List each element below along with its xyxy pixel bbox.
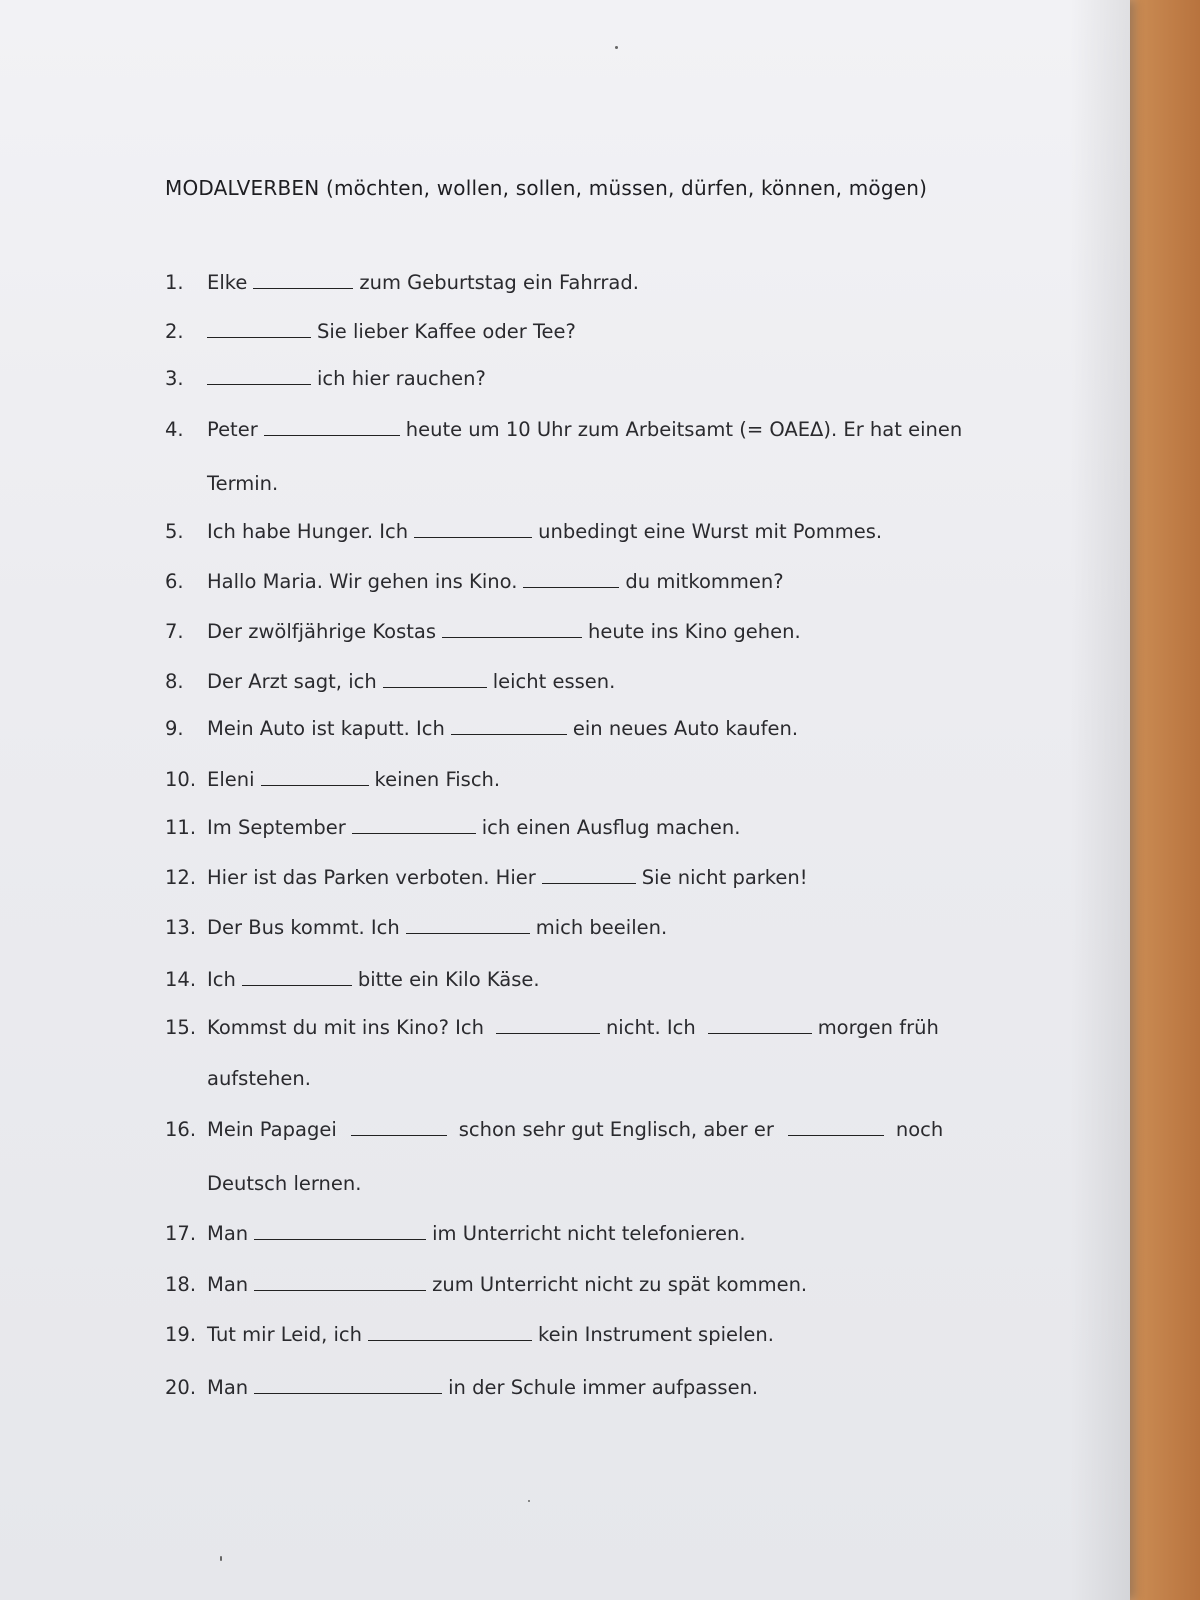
exercise-text-before: Ich <box>207 968 236 991</box>
exercise-text-before: Eleni <box>207 768 255 791</box>
exercise-text-after: keinen Fisch. <box>374 768 501 791</box>
exercise-text-before: Ich habe Hunger. Ich <box>207 520 409 543</box>
exercise-text-before: Elke <box>207 271 248 294</box>
exercise-continuation: Termin. <box>207 472 279 495</box>
exercise-text-after: Sie nicht parken! <box>641 866 808 889</box>
exercise-text-after: heute um 10 Uhr zum Arbeitsamt (= OAEΔ). Er hat einen <box>405 418 963 441</box>
exercise-text-before: Man <box>207 1222 249 1245</box>
exercise-number: 20. <box>165 1376 197 1399</box>
exercise-text-middle: nicht. Ich <box>605 1016 696 1039</box>
exercise-text-after: mich beeilen. <box>535 916 668 939</box>
exercise-number: 19. <box>165 1323 197 1346</box>
exercise-number: 8. <box>165 670 184 693</box>
answer-blank[interactable] <box>351 1121 447 1136</box>
exercise-item <box>165 1224 746 1244</box>
exercise-text-after: in der Schule immer aufpassen. <box>448 1376 759 1399</box>
exercise-number: 1. <box>165 271 184 294</box>
answer-blank[interactable] <box>254 1225 426 1240</box>
exercise-text-before: Tut mir Leid, ich <box>207 1323 362 1346</box>
worksheet-title: MODALVERBEN (möchten, wollen, sollen, müssen, dürfen, können, mögen) <box>165 176 928 200</box>
answer-blank[interactable] <box>352 819 476 834</box>
exercise-item <box>165 970 540 990</box>
exercise-text-before: Mein Auto ist kaputt. Ich <box>207 717 445 740</box>
exercise-item <box>165 1018 939 1038</box>
exercise-item <box>165 818 740 838</box>
answer-blank[interactable] <box>368 1326 532 1341</box>
exercise-number: 13. <box>165 916 197 939</box>
answer-blank[interactable] <box>414 523 532 538</box>
exercise-text-before: Hallo Maria. Wir gehen ins Kino. <box>207 570 518 593</box>
paper-speck <box>528 1500 530 1502</box>
paper-speck <box>220 1556 222 1561</box>
exercise-item <box>165 1325 774 1345</box>
answer-blank[interactable] <box>788 1121 884 1136</box>
exercise-text-before: Der zwölfjährige Kostas <box>207 620 437 643</box>
exercise-number: 12. <box>165 866 197 889</box>
exercise-number: 3. <box>165 367 184 390</box>
exercise-text-after: ich einen Ausflug machen. <box>481 816 741 839</box>
exercise-item <box>165 770 500 790</box>
exercise-item <box>165 672 615 692</box>
exercise-number: 15. <box>165 1016 197 1039</box>
answer-blank[interactable] <box>264 421 400 436</box>
exercise-item <box>165 1275 807 1295</box>
exercise-text-after: Sie lieber Kaffee oder Tee? <box>317 320 576 343</box>
exercise-text-before: Der Arzt sagt, ich <box>207 670 377 693</box>
exercise-text-after: leicht essen. <box>492 670 616 693</box>
exercise-item <box>165 719 798 739</box>
exercise-text-before: Kommst du mit ins Kino? Ich <box>207 1016 484 1039</box>
exercise-item <box>165 622 801 642</box>
exercise-number: 18. <box>165 1273 197 1296</box>
exercise-text-after: zum Geburtstag ein Fahrrad. <box>359 271 639 294</box>
exercise-text-after: im Unterricht nicht telefonieren. <box>432 1222 746 1245</box>
exercise-item <box>165 420 962 440</box>
exercise-text-before: Mein Papagei <box>207 1118 337 1141</box>
exercise-number: 6. <box>165 570 184 593</box>
exercise-text-before: Der Bus kommt. Ich <box>207 916 400 939</box>
exercise-text-after: noch <box>895 1118 944 1141</box>
answer-blank[interactable] <box>708 1019 812 1034</box>
exercise-text-before: Man <box>207 1376 249 1399</box>
exercise-number: 9. <box>165 717 184 740</box>
answer-blank[interactable] <box>496 1019 600 1034</box>
exercise-text-after: heute ins Kino gehen. <box>588 620 801 643</box>
answer-blank[interactable] <box>254 1276 426 1291</box>
exercise-number: 11. <box>165 816 197 839</box>
exercise-continuation: Deutsch lernen. <box>207 1172 362 1195</box>
exercise-text-after: bitte ein Kilo Käse. <box>357 968 540 991</box>
exercise-text-after: du mitkommen? <box>625 570 784 593</box>
exercise-item <box>165 918 667 938</box>
exercise-text-after: kein Instrument spielen. <box>538 1323 774 1346</box>
exercise-text-before: Man <box>207 1273 249 1296</box>
exercise-number: 2. <box>165 320 184 343</box>
exercise-text-after: zum Unterricht nicht zu spät kommen. <box>432 1273 808 1296</box>
exercise-item <box>165 572 784 592</box>
exercise-item <box>165 868 808 888</box>
exercise-item <box>165 1378 758 1398</box>
exercise-number: 5. <box>165 520 184 543</box>
answer-blank[interactable] <box>261 771 369 786</box>
answer-blank[interactable] <box>207 370 311 385</box>
answer-blank[interactable] <box>254 1379 442 1394</box>
exercise-number: 4. <box>165 418 184 441</box>
exercise-text-after: ein neues Auto kaufen. <box>572 717 799 740</box>
exercise-number: 17. <box>165 1222 197 1245</box>
answer-blank[interactable] <box>242 971 352 986</box>
exercise-text-after: ich hier rauchen? <box>317 367 486 390</box>
answer-blank[interactable] <box>383 673 487 688</box>
exercise-text-before: Im September <box>207 816 346 839</box>
exercise-continuation: aufstehen. <box>207 1067 311 1090</box>
exercise-text-before: Hier ist das Parken verboten. Hier <box>207 866 536 889</box>
paper-speck <box>615 46 618 49</box>
answer-blank[interactable] <box>523 573 619 588</box>
exercise-number: 7. <box>165 620 184 643</box>
exercise-item <box>165 1120 943 1140</box>
exercise-text-before: Peter <box>207 418 258 441</box>
answer-blank[interactable] <box>542 869 636 884</box>
answer-blank[interactable] <box>207 323 311 338</box>
exercise-text-after: morgen früh <box>817 1016 939 1039</box>
exercise-number: 10. <box>165 768 197 791</box>
exercise-text-middle: schon sehr gut Englisch, aber er <box>458 1118 774 1141</box>
exercise-item <box>165 522 882 542</box>
answer-blank[interactable] <box>406 919 530 934</box>
exercise-item <box>165 369 486 389</box>
answer-blank[interactable] <box>253 274 353 289</box>
exercise-number: 14. <box>165 968 197 991</box>
exercise-number: 16. <box>165 1118 197 1141</box>
exercise-text-after: unbedingt eine Wurst mit Pommes. <box>538 520 883 543</box>
exercise-item <box>165 273 639 293</box>
answer-blank[interactable] <box>451 720 567 735</box>
exercise-item <box>165 322 576 342</box>
answer-blank[interactable] <box>442 623 582 638</box>
